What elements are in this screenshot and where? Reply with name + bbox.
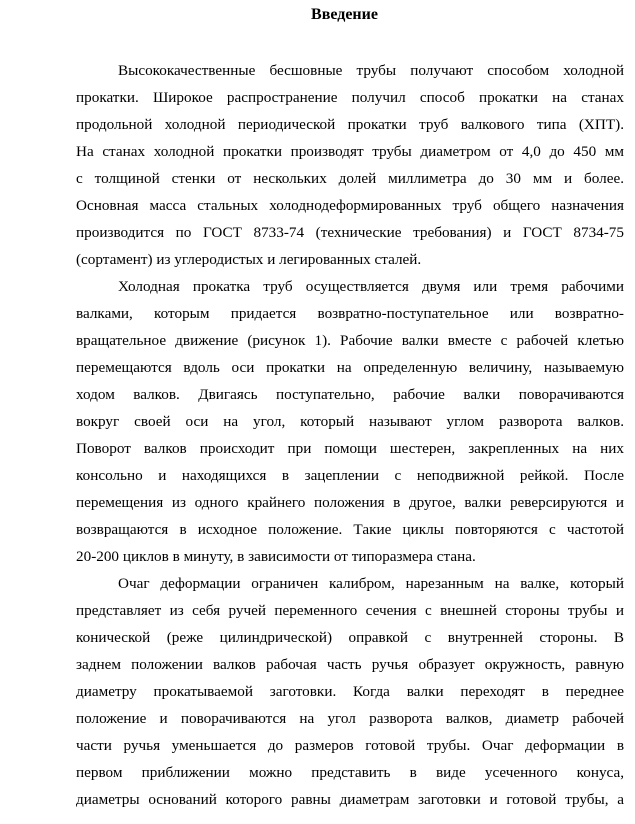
- text-line: диаметры оснований которого равны диаметрам заготовки и готовой трубы, а: [76, 791, 624, 808]
- text-line: ходом валков. Двигаясь поступательно, рабочие валки поворачиваются: [76, 386, 624, 403]
- text-line: На станах холодной прокатки производят трубы диаметром от 4,0 до 450 мм: [76, 143, 624, 160]
- text-line: диаметру прокатываемой заготовки. Когда валки переходят в переднее: [76, 683, 624, 700]
- text-line: положение и поворачиваются на угол разворота валков, диаметр рабочей: [76, 710, 624, 727]
- text-line: перемещаются вдоль оси прокатки на определенную величину, называемую: [76, 359, 624, 376]
- text-line: конической (реже цилиндрической) оправкой с внутренней стороны. В: [76, 629, 624, 646]
- text-line: консольно и находящихся в зацеплении с неподвижной рейкой. После: [76, 467, 624, 484]
- text-line: Высококачественные бесшовные трубы получают способом холодной: [118, 62, 624, 79]
- text-line: валками, которым придается возвратно-поступательное или возвратно-: [76, 305, 624, 322]
- text-line: (сортамент) из углеродистых и легированных сталей.: [76, 251, 422, 268]
- text-line: заднем положении валков рабочая часть ручья образует окружность, равную: [76, 656, 624, 673]
- text-line: вращательное движение (рисунок 1). Рабочие валки вместе с рабочей клетью: [76, 332, 624, 349]
- text-line: части ручья уменьшается до размеров готовой трубы. Очаг деформации в: [76, 737, 624, 754]
- text-line: вокруг своей оси на угол, который называют углом разворота валков.: [76, 413, 624, 430]
- text-line: первом приближении можно представить в виде усеченного конуса,: [76, 764, 624, 781]
- text-line: 20-200 циклов в минуту, в зависимости от типоразмера стана.: [76, 548, 476, 565]
- text-line: с толщиной стенки от нескольких долей миллиметра до 30 мм и более.: [76, 170, 624, 187]
- text-line: Основная масса стальных холоднодеформированных труб общего назначения: [76, 197, 624, 214]
- text-line: Поворот валков происходит при помощи шестерен, закрепленных на них: [76, 440, 624, 457]
- document-title: Введение: [311, 6, 378, 23]
- text-line: перемещения из одного крайнего положения в другое, валки реверсируются и: [76, 494, 624, 511]
- text-line: представляет из себя ручей переменного сечения с внешней стороны трубы и: [76, 602, 624, 619]
- text-line: производится по ГОСТ 8733-74 (технические требования) и ГОСТ 8734-75: [76, 224, 624, 241]
- text-line: прокатки. Широкое распространение получил способ прокатки на станах: [76, 89, 624, 106]
- text-line: возвращаются в исходное положение. Такие циклы повторяются с частотой: [76, 521, 624, 538]
- text-line: Холодная прокатка труб осуществляется двумя или тремя рабочими: [118, 278, 624, 295]
- text-line: Очаг деформации ограничен калибром, нарезанным на валке, который: [118, 575, 624, 592]
- text-line: продольной холодной периодической прокатки труб валкового типа (ХПТ).: [76, 116, 624, 133]
